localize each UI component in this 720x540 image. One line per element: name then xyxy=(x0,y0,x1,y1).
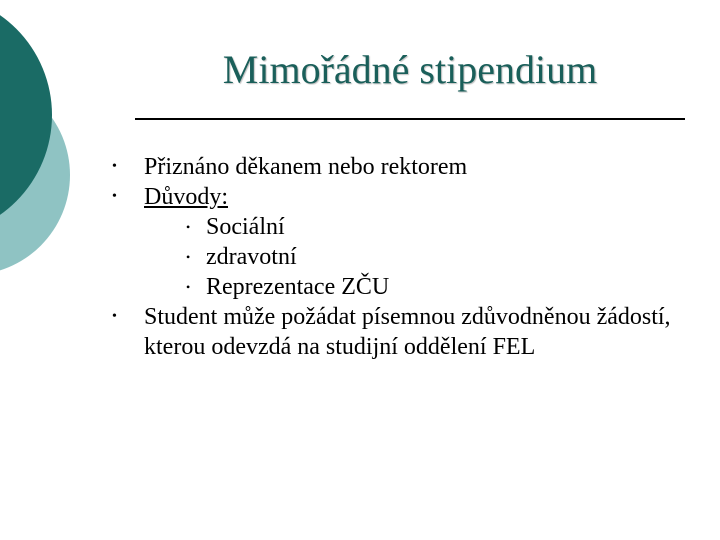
sub-list-item xyxy=(108,212,688,242)
list-item xyxy=(108,182,688,212)
list-item-text: Přiznáno děkanem nebo rektorem xyxy=(144,154,468,180)
bullet-icon: • xyxy=(112,189,117,204)
list-item-text: Student může požádat písemnou zdůvodněnou žádostí, kterou odevzdá na studijní oddělení FEL xyxy=(144,304,671,360)
sub-list-item xyxy=(108,272,688,302)
sub-list-item xyxy=(108,242,688,272)
list-item-text: zdravotní xyxy=(206,244,297,270)
bullet-icon: • xyxy=(186,250,191,264)
bullet-list xyxy=(108,152,688,362)
bullet-icon: • xyxy=(112,309,117,324)
bullet-icon: • xyxy=(186,220,191,234)
bullet-icon: • xyxy=(112,159,117,174)
list-item-text: Reprezentace ZČU xyxy=(206,274,390,300)
bullet-icon: • xyxy=(186,280,191,294)
title-divider xyxy=(135,118,685,120)
list-item xyxy=(108,302,688,362)
list-item xyxy=(108,152,688,182)
list-item-text: Důvody: xyxy=(144,184,228,210)
slide-title: Mimořádné stipendium xyxy=(222,47,598,92)
list-item-text: Sociální xyxy=(206,214,285,240)
